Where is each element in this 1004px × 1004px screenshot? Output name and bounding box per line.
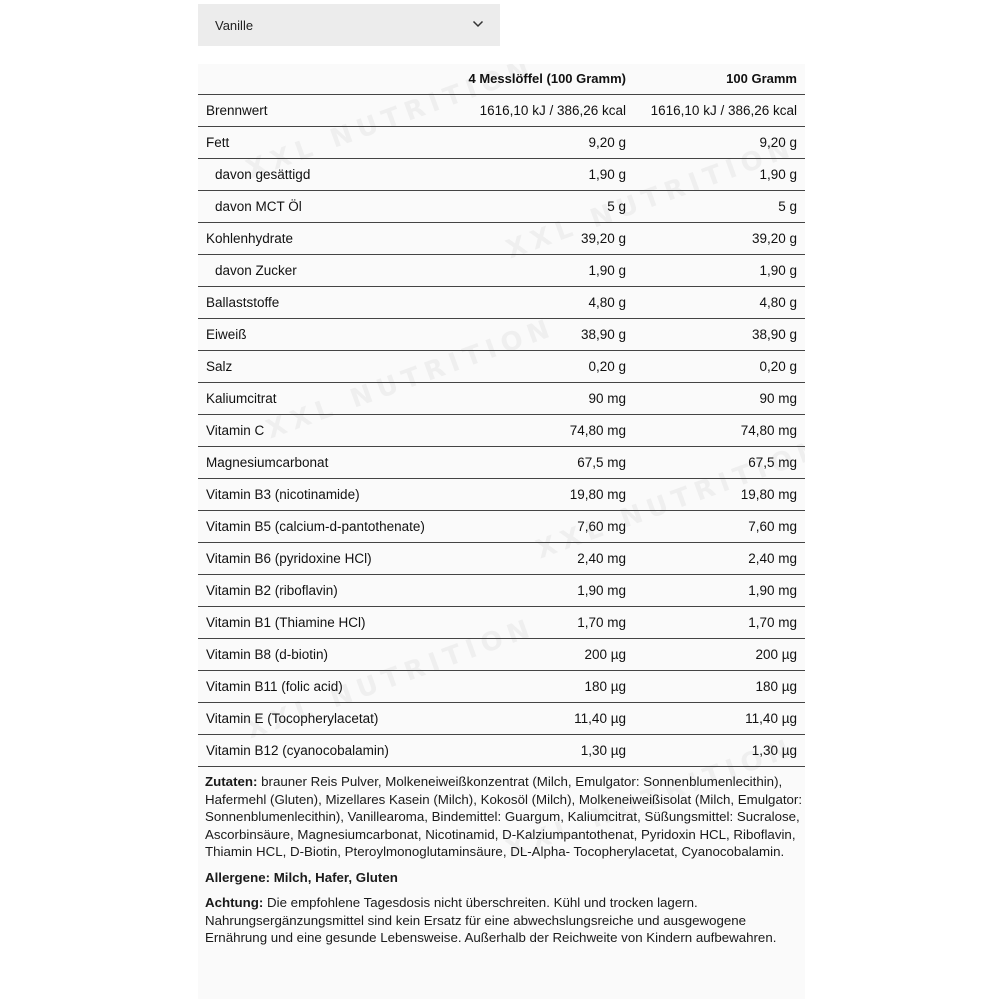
warning-text: Die empfohlene Tagesdosis nicht überschreiten. Kühl und trocken lagern. Nahrungsergänzungsmittel sind kein Ersatz für eine abwechslungsreiche und ausgewogene Ernährung und eine gesunde Lebensweise. Außerhalb der Reichweite von Kindern aufbewahren. <box>205 895 777 945</box>
nutrient-label: Kaliumcitrat <box>198 383 448 415</box>
value-per-100g: 38,90 g <box>634 319 805 351</box>
value-per-100g: 11,40 µg <box>634 703 805 735</box>
table-row <box>198 639 805 671</box>
value-per-portion: 38,90 g <box>448 319 634 351</box>
nutrient-label: Vitamin E (Tocopherylacetat) <box>198 703 448 735</box>
nutrient-label: Vitamin B3 (nicotinamide) <box>198 479 448 511</box>
value-per-portion: 1616,10 kJ / 386,26 kcal <box>448 95 634 127</box>
table-row <box>198 159 805 191</box>
chevron-down-icon <box>472 18 484 30</box>
ingredients-text: brauner Reis Pulver, Molkeneiweißkonzentrat (Milch, Emulgator: Sonnenblumenlecithin), Hafermehl (Gluten), Mizellares Kasein (Milch), Kokosöl (Milch), Molkeneiweißisolat (Milch, Emulgator: Sonnenblumenlecithin), Vanillearoma, Bindemittel: Guargum, Kaliumcitrat, Süßungsmittel: Sucralose, Ascorbinsäure, Magnesiumcarbonat, Nicotinamid, D-Kalziumpantothenat, Pyridoxin HCL, Riboflavin, Thiamin HCL, D-Biotin, Pteroylmonoglutaminsäure, DL-Alpha- Tocopherylacetat, Cyanocobalamin. <box>205 774 803 859</box>
value-per-100g: 200 µg <box>634 639 805 671</box>
nutrition-table <box>198 63 805 767</box>
value-per-portion: 39,20 g <box>448 223 634 255</box>
nutrient-label: davon Zucker <box>198 255 448 287</box>
nutrient-label: Kohlenhydrate <box>198 223 448 255</box>
value-per-100g: 90 mg <box>634 383 805 415</box>
nutrient-label: Vitamin B1 (Thiamine HCl) <box>198 607 448 639</box>
table-row <box>198 511 805 543</box>
nutrient-label: Brennwert <box>198 95 448 127</box>
value-per-portion: 1,90 g <box>448 255 634 287</box>
value-per-portion: 200 µg <box>448 639 634 671</box>
table-row <box>198 415 805 447</box>
value-per-100g: 4,80 g <box>634 287 805 319</box>
value-per-portion: 180 µg <box>448 671 634 703</box>
table-row <box>198 95 805 127</box>
value-per-portion: 74,80 mg <box>448 415 634 447</box>
table-row <box>198 543 805 575</box>
value-per-100g: 74,80 mg <box>634 415 805 447</box>
nutrient-label: Ballaststoffe <box>198 287 448 319</box>
table-row <box>198 479 805 511</box>
table-row <box>198 671 805 703</box>
value-per-portion: 67,5 mg <box>448 447 634 479</box>
nutrient-label: Vitamin B12 (cyanocobalamin) <box>198 735 448 767</box>
table-row <box>198 319 805 351</box>
value-per-100g: 39,20 g <box>634 223 805 255</box>
nutrient-label: Vitamin B11 (folic acid) <box>198 671 448 703</box>
value-per-portion: 1,70 mg <box>448 607 634 639</box>
table-row <box>198 255 805 287</box>
table-row <box>198 703 805 735</box>
value-per-portion: 2,40 mg <box>448 543 634 575</box>
nutrient-label: Vitamin B6 (pyridoxine HCl) <box>198 543 448 575</box>
nutrient-label: davon MCT Öl <box>198 191 448 223</box>
value-per-100g: 5 g <box>634 191 805 223</box>
nutrient-label: Vitamin C <box>198 415 448 447</box>
value-per-portion: 5 g <box>448 191 634 223</box>
nutrient-label: davon gesättigd <box>198 159 448 191</box>
nutrient-label: Magnesiumcarbonat <box>198 447 448 479</box>
value-per-100g: 7,60 mg <box>634 511 805 543</box>
value-per-100g: 9,20 g <box>634 127 805 159</box>
table-row <box>198 735 805 767</box>
value-per-100g: 180 µg <box>634 671 805 703</box>
value-per-portion: 7,60 mg <box>448 511 634 543</box>
value-per-portion: 11,40 µg <box>448 703 634 735</box>
table-row <box>198 127 805 159</box>
nutrient-label: Fett <box>198 127 448 159</box>
table-header-row <box>198 63 805 95</box>
table-row <box>198 351 805 383</box>
value-per-portion: 19,80 mg <box>448 479 634 511</box>
product-notes <box>205 773 805 955</box>
value-per-portion: 0,20 g <box>448 351 634 383</box>
nutrient-label: Salz <box>198 351 448 383</box>
nutrient-label: Eiweiß <box>198 319 448 351</box>
value-per-100g: 1,90 g <box>634 159 805 191</box>
value-per-100g: 1616,10 kJ / 386,26 kcal <box>634 95 805 127</box>
value-per-portion: 1,90 g <box>448 159 634 191</box>
value-per-100g: 0,20 g <box>634 351 805 383</box>
table-row <box>198 447 805 479</box>
table-row <box>198 223 805 255</box>
header-label <box>198 63 448 95</box>
allergens-text: Allergene: Milch, Hafer, Gluten <box>205 869 398 885</box>
nutrient-label: Vitamin B2 (riboflavin) <box>198 575 448 607</box>
value-per-100g: 1,90 g <box>634 255 805 287</box>
ingredients-label: Zutaten: <box>205 774 258 789</box>
value-per-100g: 1,30 µg <box>634 735 805 767</box>
header-per-portion: 4 Messlöffel (100 Gramm) <box>448 63 634 95</box>
flavor-select[interactable] <box>198 4 500 46</box>
nutrient-label: Vitamin B5 (calcium-d-pantothenate) <box>198 511 448 543</box>
value-per-100g: 1,90 mg <box>634 575 805 607</box>
value-per-portion: 90 mg <box>448 383 634 415</box>
table-row <box>198 607 805 639</box>
ingredients-paragraph <box>205 773 805 861</box>
value-per-100g: 1,70 mg <box>634 607 805 639</box>
allergens-paragraph <box>205 869 805 887</box>
value-per-portion: 9,20 g <box>448 127 634 159</box>
value-per-portion: 1,90 mg <box>448 575 634 607</box>
nutrient-label: Vitamin B8 (d-biotin) <box>198 639 448 671</box>
warning-label: Achtung: <box>205 895 264 910</box>
value-per-portion: 1,30 µg <box>448 735 634 767</box>
value-per-100g: 2,40 mg <box>634 543 805 575</box>
table-row <box>198 287 805 319</box>
flavor-select-value: Vanille <box>215 17 254 33</box>
value-per-100g: 19,80 mg <box>634 479 805 511</box>
table-row <box>198 575 805 607</box>
table-row <box>198 383 805 415</box>
header-per-100g: 100 Gramm <box>634 63 805 95</box>
warning-paragraph <box>205 894 805 947</box>
value-per-100g: 67,5 mg <box>634 447 805 479</box>
value-per-portion: 4,80 g <box>448 287 634 319</box>
table-row <box>198 191 805 223</box>
